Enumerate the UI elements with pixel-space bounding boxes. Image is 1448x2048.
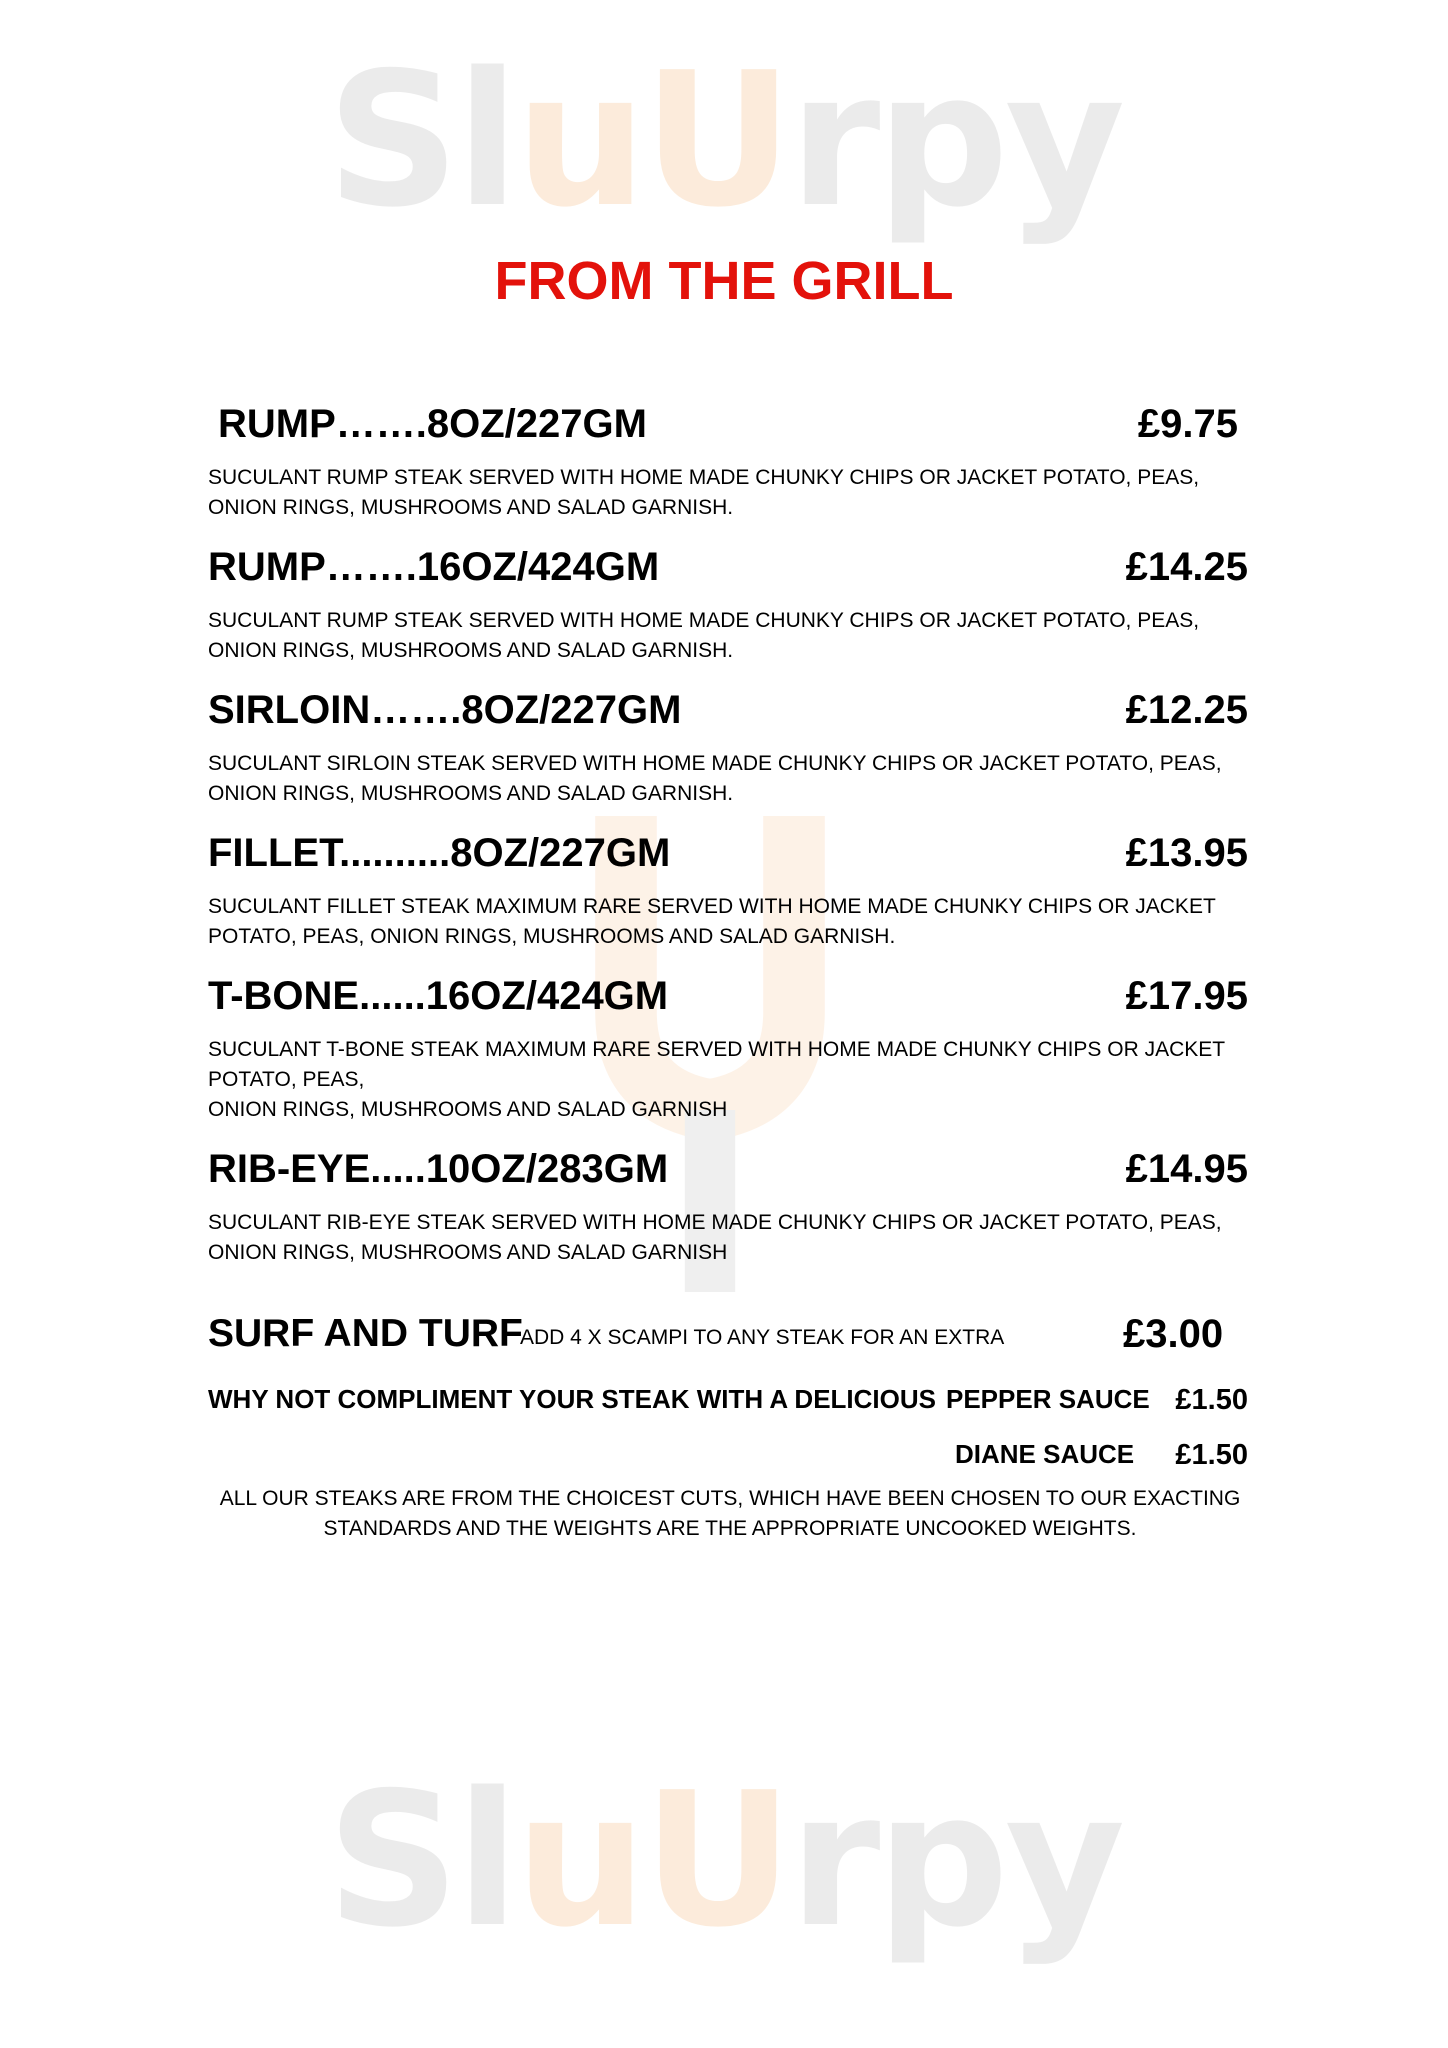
item-description: SUCULANT RIB-EYE STEAK SERVED WITH HOME MADE CHUNKY CHIPS OR JACKET POTATO, PEAS, ONION RINGS, MUSHROOMS AND SALAD GARNISH bbox=[208, 1211, 1222, 1264]
item-name: T-BONE......16OZ/424GM bbox=[208, 974, 669, 1018]
item-price: £17.95 bbox=[1125, 974, 1248, 1018]
surf-and-turf-note: ADD 4 X SCAMPI TO ANY STEAK FOR AN EXTRA bbox=[520, 1326, 1005, 1349]
item-name: RIB-EYE.....10OZ/283GM bbox=[208, 1147, 669, 1191]
item-name: SIRLOIN…….8OZ/227GM bbox=[208, 688, 682, 732]
sauce-name: DIANE SAUCE bbox=[955, 1439, 1135, 1469]
item-description: SUCULANT T-BONE STEAK MAXIMUM RARE SERVED WITH HOME MADE CHUNKY CHIPS OR JACKET POTATO, PEAS, ONION RINGS, MUSHROOMS AND SALAD GARNISH bbox=[208, 1038, 1226, 1121]
item-description: SUCULANT SIRLOIN STEAK SERVED WITH HOME MADE CHUNKY CHIPS OR JACKET POTATO, PEAS, ONION RINGS, MUSHROOMS AND SALAD GARNISH. bbox=[208, 752, 1222, 805]
watermark-logo-bottom: SluUrpy bbox=[326, 1752, 1122, 1968]
item-price: £9.75 bbox=[1137, 402, 1238, 446]
sauce-price: £1.50 bbox=[1175, 1384, 1248, 1416]
item-name: RUMP…….16OZ/424GM bbox=[208, 545, 660, 589]
sauce-name: PEPPER SAUCE bbox=[946, 1384, 1150, 1414]
surf-and-turf-title: SURF AND TURF bbox=[208, 1312, 523, 1355]
sauce-intro: WHY NOT COMPLIMENT YOUR STEAK WITH A DELICIOUS bbox=[208, 1384, 936, 1414]
watermark-logo-top: SluUrpy bbox=[326, 32, 1122, 248]
item-description: SUCULANT RUMP STEAK SERVED WITH HOME MADE CHUNKY CHIPS OR JACKET POTATO, PEAS, ONION RINGS, MUSHROOMS AND SALAD GARNISH. bbox=[208, 466, 1200, 519]
footer-note: ALL OUR STEAKS ARE FROM THE CHOICEST CUTS, WHICH HAVE BEEN CHOSEN TO OUR EXACTING STANDARDS AND THE WEIGHTS ARE THE APPROPRIATE UNCOOKED WEIGHTS. bbox=[219, 1487, 1241, 1540]
item-description: SUCULANT FILLET STEAK MAXIMUM RARE SERVED WITH HOME MADE CHUNKY CHIPS OR JACKET POTATO, PEAS, ONION RINGS, MUSHROOMS AND SALAD GARNISH. bbox=[208, 895, 1216, 948]
item-name: RUMP…….8OZ/227GM bbox=[218, 402, 647, 446]
item-price: £13.95 bbox=[1125, 831, 1248, 875]
item-price: £12.25 bbox=[1125, 688, 1248, 732]
item-description: SUCULANT RUMP STEAK SERVED WITH HOME MADE CHUNKY CHIPS OR JACKET POTATO, PEAS, ONION RINGS, MUSHROOMS AND SALAD GARNISH. bbox=[208, 609, 1200, 662]
sauce-price: £1.50 bbox=[1175, 1439, 1248, 1471]
item-name: FILLET..........8OZ/227GM bbox=[208, 831, 671, 875]
surf-and-turf-price: £3.00 bbox=[1123, 1312, 1224, 1356]
item-price: £14.95 bbox=[1125, 1147, 1248, 1191]
item-price: £14.25 bbox=[1125, 545, 1248, 589]
menu-title: FROM THE GRILL bbox=[494, 251, 954, 311]
